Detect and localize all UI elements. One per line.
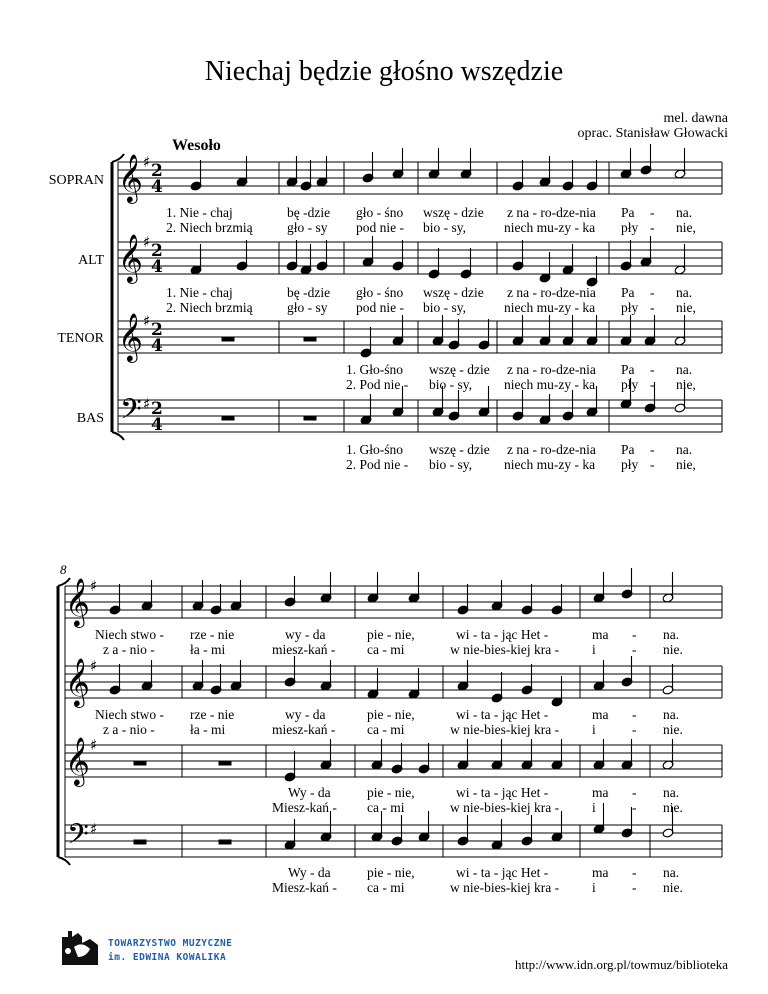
voice-label-bass: BAS bbox=[76, 411, 104, 426]
lyric-s2-v2-1: ła - mi bbox=[190, 642, 226, 657]
melody-credit: mel. dawna bbox=[663, 111, 728, 126]
publisher-name-line2: im. EDWINA KOWALIKA bbox=[108, 952, 227, 963]
lyric-a1-v2-1: gło - sy bbox=[287, 300, 328, 315]
lyric-b1-v1-4: - bbox=[650, 442, 655, 457]
lyric-a1-v2-7: nie, bbox=[676, 300, 696, 315]
lyric-a2-v1-4: wi - ta - jąc Het - bbox=[456, 707, 549, 722]
lyric-s2-v1-1: rze - nie bbox=[190, 627, 235, 642]
svg-text:𝄢: 𝄢 bbox=[67, 818, 89, 858]
svg-text:♯: ♯ bbox=[90, 736, 98, 754]
lyric-s1-v2-7: nie, bbox=[676, 220, 696, 235]
svg-text:2: 2 bbox=[151, 320, 163, 340]
lyric-b1-v1-2: z na - ro-dze-nia bbox=[507, 442, 596, 457]
lyric-s2-v1-0: Niech stwo - bbox=[95, 627, 164, 642]
lyric-a1-v1-3: wszę - dzie bbox=[423, 285, 484, 300]
lyric-t1-v1-0: 1. Gło-śno bbox=[346, 362, 403, 377]
lyric-s1-v2-1: gło - sy bbox=[287, 220, 328, 235]
lyric-b2-v1-5: na. bbox=[663, 865, 680, 880]
measure-number: 8 bbox=[60, 562, 67, 577]
lyric-b1-v2-4: - bbox=[650, 457, 655, 472]
svg-text:♯: ♯ bbox=[143, 312, 151, 330]
lyric-a2-v2-7: nie. bbox=[663, 722, 683, 737]
lyric-s2-v1-6: - bbox=[632, 627, 637, 642]
lyric-t2-v1-0: Wy - da bbox=[288, 785, 331, 800]
lyric-b1-v1-0: 1. Gło-śno bbox=[346, 442, 403, 457]
voice-label-soprano: SOPRAN bbox=[48, 173, 104, 188]
lyric-b1-v2-0: 2. Pod nie - bbox=[346, 457, 409, 472]
lyric-a2-v2-0: z a - nio - bbox=[103, 722, 155, 737]
svg-text:𝄞: 𝄞 bbox=[65, 577, 90, 626]
lyric-b2-v2-0: Miesz-kań - bbox=[272, 880, 337, 895]
lyric-a1-v2-5: pły bbox=[621, 300, 639, 315]
lyric-a1-v1-4: z na - ro-dze-nia bbox=[507, 285, 596, 300]
svg-text:2: 2 bbox=[151, 399, 163, 419]
svg-text:2: 2 bbox=[151, 241, 163, 261]
lyric-b2-v1-3: ma bbox=[592, 865, 609, 880]
lyric-s2-v1-2: wy - da bbox=[285, 627, 326, 642]
lyric-a1-v1-7: na. bbox=[676, 285, 693, 300]
lyric-b2-v2-3: i bbox=[592, 880, 596, 895]
lyric-a2-v1-1: rze - nie bbox=[190, 707, 235, 722]
svg-text:𝄞: 𝄞 bbox=[118, 233, 143, 282]
svg-text:4: 4 bbox=[151, 177, 163, 197]
svg-text:𝄢: 𝄢 bbox=[120, 393, 142, 433]
lyric-s1-v2-2: pod nie - bbox=[356, 220, 404, 235]
svg-text:𝄞: 𝄞 bbox=[65, 657, 90, 706]
lyric-b2-v1-2: wi - ta - jąc Het - bbox=[456, 865, 549, 880]
lyric-a1-v1-0: 1. Nie - chaj bbox=[166, 285, 233, 300]
lyric-b2-v2-1: ca - mi bbox=[367, 880, 405, 895]
lyric-s1-v1-2: gło - śno bbox=[356, 205, 404, 220]
lyric-t2-v1-2: wi - ta - jąc Het - bbox=[456, 785, 549, 800]
publisher-name-line1: TOWARZYSTWO MUZYCZNE bbox=[108, 938, 233, 949]
lyric-a2-v1-3: pie - nie, bbox=[367, 707, 415, 722]
lyric-a1-v1-5: Pa bbox=[621, 285, 635, 300]
lyric-b1-v1-5: na. bbox=[676, 442, 693, 457]
lyric-a1-v2-3: bio - sy, bbox=[423, 300, 466, 315]
svg-text:4: 4 bbox=[151, 415, 163, 435]
lyric-s1-v2-4: niech mu-zy - ka bbox=[504, 220, 596, 235]
lyric-s1-v2-5: pły bbox=[621, 220, 639, 235]
voice-label-alto: ALT bbox=[78, 253, 104, 268]
lyric-b2-v2-2: w nie-bies-kiej kra - bbox=[450, 880, 560, 895]
lyric-t2-v1-4: - bbox=[632, 785, 637, 800]
lyric-a2-v2-2: miesz-kań - bbox=[272, 722, 336, 737]
lyric-b1-v2-5: nie, bbox=[676, 457, 696, 472]
lyric-a2-v2-3: ca - mi bbox=[367, 722, 405, 737]
lyric-s2-v1-4: wi - ta - jąc Het - bbox=[456, 627, 549, 642]
voice-label-tenor: TENOR bbox=[57, 331, 104, 346]
lyric-t1-v1-1: wszę - dzie bbox=[429, 362, 490, 377]
lyric-t1-v2-4: - bbox=[650, 377, 655, 392]
lyric-s2-v2-4: w nie-bies-kiej kra - bbox=[450, 642, 560, 657]
svg-text:♯: ♯ bbox=[143, 233, 151, 251]
lyric-b1-v2-1: bio - sy, bbox=[429, 457, 472, 472]
lyric-b2-v1-1: pie - nie, bbox=[367, 865, 415, 880]
lyric-s1-v1-6: - bbox=[650, 205, 655, 220]
lyric-t2-v1-1: pie - nie, bbox=[367, 785, 415, 800]
lyric-t1-v2-2: niech mu-zy - ka bbox=[504, 377, 596, 392]
svg-text:♯: ♯ bbox=[90, 577, 98, 595]
lyric-a1-v2-4: niech mu-zy - ka bbox=[504, 300, 596, 315]
lyric-t1-v2-3: pły bbox=[621, 377, 639, 392]
page-title: Niechaj będzie głośno wszędzie bbox=[204, 56, 564, 87]
svg-text:𝄞: 𝄞 bbox=[118, 312, 143, 361]
lyric-t1-v1-2: z na - ro-dze-nia bbox=[507, 362, 596, 377]
lyric-s2-v1-7: na. bbox=[663, 627, 680, 642]
svg-text:𝄞: 𝄞 bbox=[118, 153, 143, 202]
lyric-s1-v2-3: bio - sy, bbox=[423, 220, 466, 235]
lyric-b2-v1-0: Wy - da bbox=[288, 865, 331, 880]
lyric-a2-v1-6: - bbox=[632, 707, 637, 722]
lyric-s2-v2-5: i bbox=[592, 642, 596, 657]
lyric-t2-v2-1: ca - mi bbox=[367, 800, 405, 815]
lyric-s1-v1-1: bę -dzie bbox=[287, 205, 331, 220]
lyric-b2-v1-4: - bbox=[632, 865, 637, 880]
lyric-t1-v1-4: - bbox=[650, 362, 655, 377]
svg-text:2: 2 bbox=[151, 161, 163, 181]
lyric-s1-v2-6: - bbox=[650, 220, 655, 235]
lyric-t1-v2-0: 2. Pod nie - bbox=[346, 377, 409, 392]
svg-text:𝄞: 𝄞 bbox=[65, 736, 90, 785]
svg-text:♯: ♯ bbox=[90, 657, 98, 675]
lyric-t2-v2-3: i bbox=[592, 800, 596, 815]
lyric-s1-v2-0: 2. Niech brzmią bbox=[166, 220, 253, 235]
lyric-t2-v1-3: ma bbox=[592, 785, 609, 800]
lyric-t1-v1-5: na. bbox=[676, 362, 693, 377]
lyric-b1-v1-3: Pa bbox=[621, 442, 635, 457]
lyric-b1-v2-3: pły bbox=[621, 457, 639, 472]
lyric-a2-v2-1: ła - mi bbox=[190, 722, 226, 737]
lyric-a1-v2-6: - bbox=[650, 300, 655, 315]
lyric-t2-v2-5: nie. bbox=[663, 800, 683, 815]
svg-text:4: 4 bbox=[151, 257, 163, 277]
tempo-marking: Wesoło bbox=[172, 137, 221, 154]
lyric-s1-v1-0: 1. Nie - chaj bbox=[166, 205, 233, 220]
lyric-b2-v2-5: nie. bbox=[663, 880, 683, 895]
lyric-s2-v2-3: ca - mi bbox=[367, 642, 405, 657]
svg-text:♯: ♯ bbox=[143, 153, 151, 171]
lyric-a2-v2-4: w nie-bies-kiej kra - bbox=[450, 722, 560, 737]
lyric-b1-v1-1: wszę - dzie bbox=[429, 442, 490, 457]
lyric-s2-v2-0: z a - nio - bbox=[103, 642, 155, 657]
lyric-s1-v1-3: wszę - dzie bbox=[423, 205, 484, 220]
footer-url[interactable]: http://www.idn.org.pl/towmuz/biblioteka bbox=[514, 957, 728, 972]
lyric-a2-v2-5: i bbox=[592, 722, 596, 737]
lyric-b1-v2-2: niech mu-zy - ka bbox=[504, 457, 596, 472]
lyric-a1-v1-1: bę -dzie bbox=[287, 285, 331, 300]
lyric-s2-v1-5: ma bbox=[592, 627, 609, 642]
lyric-t1-v2-5: nie, bbox=[676, 377, 696, 392]
lyric-s2-v2-2: miesz-kań - bbox=[272, 642, 336, 657]
publisher-logo-icon bbox=[60, 927, 102, 967]
lyric-a1-v2-2: pod nie - bbox=[356, 300, 404, 315]
lyric-s2-v2-7: nie. bbox=[663, 642, 683, 657]
lyric-t2-v2-4: - bbox=[632, 800, 637, 815]
lyric-t2-v1-5: na. bbox=[663, 785, 680, 800]
lyric-a1-v1-2: gło - śno bbox=[356, 285, 404, 300]
svg-text:♯: ♯ bbox=[143, 395, 151, 413]
lyric-s2-v1-3: pie - nie, bbox=[367, 627, 415, 642]
svg-text:♯: ♯ bbox=[90, 820, 98, 838]
lyric-a2-v1-5: ma bbox=[592, 707, 609, 722]
lyric-t1-v2-1: bio - sy, bbox=[429, 377, 472, 392]
lyric-s1-v1-7: na. bbox=[676, 205, 693, 220]
lyric-a2-v1-2: wy - da bbox=[285, 707, 326, 722]
lyric-b2-v2-4: - bbox=[632, 880, 637, 895]
lyric-s1-v1-5: Pa bbox=[621, 205, 635, 220]
lyric-a1-v2-0: 2. Niech brzmią bbox=[166, 300, 253, 315]
lyric-s2-v2-6: - bbox=[632, 642, 637, 657]
arranger-credit: oprac. Stanisław Głowacki bbox=[577, 126, 728, 141]
lyric-t2-v2-2: w nie-bies-kiej kra - bbox=[450, 800, 560, 815]
lyric-a1-v1-6: - bbox=[650, 285, 655, 300]
svg-text:4: 4 bbox=[151, 336, 163, 356]
lyric-a2-v1-7: na. bbox=[663, 707, 680, 722]
lyric-s1-v1-4: z na - ro-dze-nia bbox=[507, 205, 596, 220]
lyric-a2-v1-0: Niech stwo - bbox=[95, 707, 164, 722]
lyric-t1-v1-3: Pa bbox=[621, 362, 635, 377]
lyric-t2-v2-0: Miesz-kań - bbox=[272, 800, 337, 815]
lyric-a2-v2-6: - bbox=[632, 722, 637, 737]
